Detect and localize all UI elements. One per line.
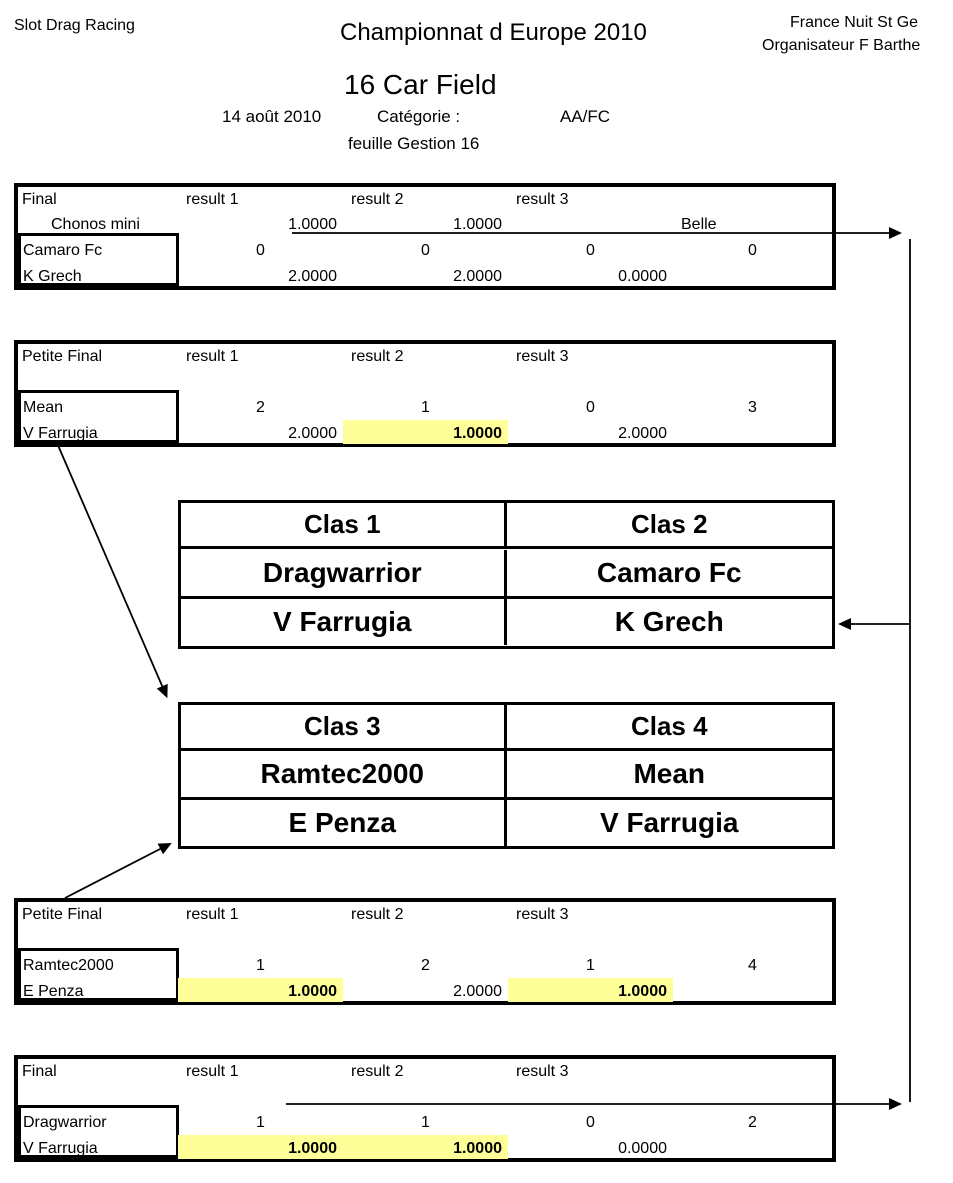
table-final-bottom — [14, 1055, 836, 1162]
total-score: 2 — [748, 1114, 757, 1131]
table-petite-final-bottom — [14, 898, 836, 1005]
time-value: 2.0000 — [453, 268, 502, 285]
clas4-header: Clas 4 — [507, 705, 833, 751]
time-value: 0.0000 — [618, 1140, 667, 1157]
time-value-winning: 1.0000 — [288, 983, 337, 1000]
result1-header: result 1 — [186, 191, 239, 208]
time-value-winning: 1.0000 — [618, 983, 667, 1000]
arrow-petite-bottom-to-clas34 — [65, 848, 162, 898]
total-score: 0 — [748, 242, 757, 259]
car-name: Mean — [23, 399, 64, 416]
time-value: 2.0000 — [618, 425, 667, 442]
pilot-name: E Penza — [23, 983, 84, 1000]
car-name: Dragwarrior — [23, 1114, 107, 1131]
car-name: Camaro Fc — [23, 242, 103, 259]
time-value: 2.0000 — [288, 425, 337, 442]
heat-score: 2 — [421, 957, 430, 974]
clas2-car: Camaro Fc — [507, 550, 833, 599]
heat-score: 1 — [421, 399, 430, 416]
arrow-petite-to-clas34 — [57, 443, 163, 688]
table-petite-final-top — [14, 340, 836, 447]
event-date: 14 août 2010 — [222, 107, 322, 126]
belle-label: Belle — [681, 216, 717, 233]
clas1-car: Dragwarrior — [181, 550, 507, 599]
chrono-label: Chonos mini — [51, 216, 140, 233]
chrono-value-2: 1.0000 — [453, 216, 502, 233]
table-final-top — [14, 183, 836, 290]
result2-header: result 2 — [351, 348, 404, 365]
result3-header: result 3 — [516, 191, 569, 208]
clas1-pilot: V Farrugia — [181, 599, 507, 645]
result3-header: result 3 — [516, 348, 569, 365]
event-location: France Nuit St Ge — [790, 14, 919, 31]
time-value-winning: 1.0000 — [453, 1140, 502, 1157]
result1-header: result 1 — [186, 906, 239, 923]
heat-score: 1 — [256, 1114, 265, 1131]
clas3-header: Clas 3 — [181, 705, 507, 751]
result1-header: result 1 — [186, 1063, 239, 1080]
time-value: 2.0000 — [453, 983, 502, 1000]
car-name: Ramtec2000 — [23, 957, 114, 974]
heat-score: 1 — [421, 1114, 430, 1131]
pilot-name: V Farrugia — [23, 425, 98, 442]
page-title: Championnat d Europe 2010 — [340, 19, 647, 46]
heat-score: 0 — [586, 1114, 595, 1131]
result3-header: result 3 — [516, 906, 569, 923]
sheet-label: feuille Gestion 16 — [348, 134, 480, 153]
table-title: Final — [22, 191, 57, 208]
organizer: Organisateur F Barthe — [762, 37, 921, 54]
clas2-header: Clas 2 — [507, 503, 833, 549]
heat-score: 2 — [256, 399, 265, 416]
chrono-value-1: 1.0000 — [288, 216, 337, 233]
clas3-car: Ramtec2000 — [181, 751, 507, 800]
pilot-name: K Grech — [23, 268, 82, 285]
heat-score: 1 — [256, 957, 265, 974]
heat-score: 0 — [256, 242, 265, 259]
total-score: 4 — [748, 957, 757, 974]
result2-header: result 2 — [351, 1063, 404, 1080]
pilot-name: V Farrugia — [23, 1140, 98, 1157]
clas1-header: Clas 1 — [181, 503, 507, 549]
table-title: Petite Final — [22, 348, 103, 365]
time-value: 0.0000 — [618, 268, 667, 285]
clas4-car: Mean — [507, 751, 833, 800]
time-value-winning: 1.0000 — [453, 425, 502, 442]
table-title: Final — [22, 1063, 57, 1080]
category-value: AA/FC — [560, 107, 611, 126]
total-score: 3 — [748, 399, 757, 416]
clas2-pilot: K Grech — [614, 606, 724, 638]
table-clas-3-4 — [178, 702, 835, 849]
result1-header: result 1 — [186, 348, 239, 365]
table-clas-1-2 — [178, 500, 835, 649]
time-value-winning: 1.0000 — [288, 1140, 337, 1157]
result2-header: result 2 — [351, 906, 404, 923]
clas4-pilot: V Farrugia — [600, 807, 739, 838]
app-label: Slot Drag Racing — [14, 17, 135, 34]
field-subtitle: 16 Car Field — [344, 69, 497, 100]
time-value: 2.0000 — [288, 268, 337, 285]
heat-score: 1 — [586, 957, 595, 974]
category-label: Catégorie : — [377, 107, 461, 126]
heat-score: 0 — [421, 242, 430, 259]
result2-header: result 2 — [351, 191, 404, 208]
table-title: Petite Final — [22, 906, 103, 923]
result3-header: result 3 — [516, 1063, 569, 1080]
heat-score: 0 — [586, 242, 595, 259]
clas3-pilot: E Penza — [181, 800, 507, 846]
heat-score: 0 — [586, 399, 595, 416]
